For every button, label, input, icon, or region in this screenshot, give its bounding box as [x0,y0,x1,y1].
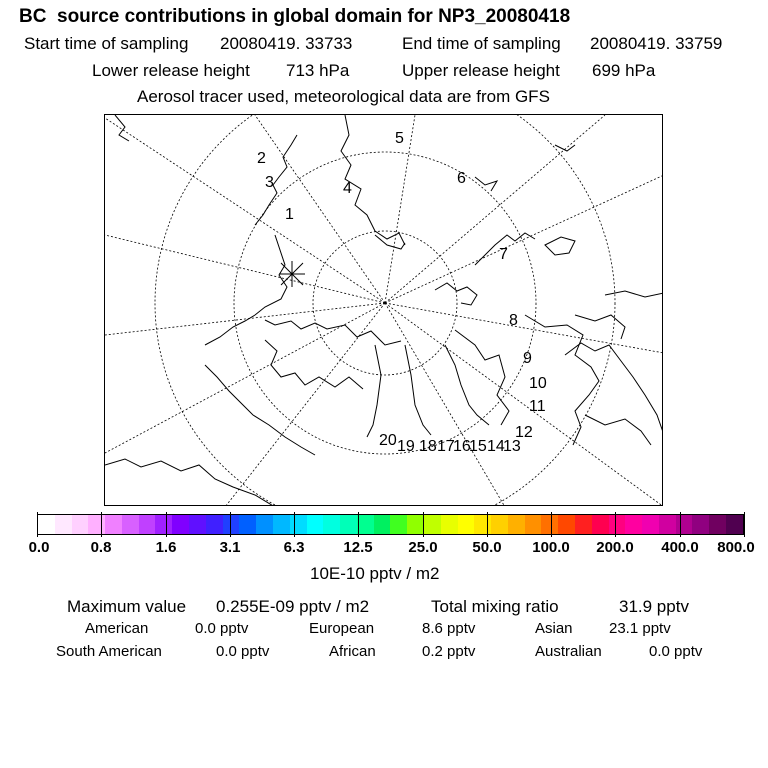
colorbar-tick-label: 12.5 [343,539,373,556]
region-label-9: 9 [523,350,532,367]
colorbar-cell [474,515,491,534]
colorbar-cell [172,515,189,534]
colorbar-tick-label: 50.0 [472,539,502,556]
max-value: 0.255E-09 pptv / m2 [216,597,370,616]
colorbar-tick-label: 6.3 [283,539,305,556]
region-label-19: 19 [397,438,415,455]
african-label: African [329,643,376,660]
colorbar-cell [239,515,256,534]
european-label: European [309,620,375,637]
region-label-11: 11 [529,398,546,415]
colorbar-cell [692,515,709,534]
region-label-1: 1 [285,206,294,223]
colorbar-tick-label: 200.0 [596,539,634,556]
australian-label: Australian [535,643,602,660]
south-american-label: South American [56,643,162,660]
total-mixing-value: 31.9 pptv [619,597,689,616]
colorbar-cell [491,515,508,534]
colorbar-tick [423,512,424,537]
region-label-12: 12 [515,424,533,441]
region-label-7: 7 [499,246,508,263]
colorbar-tick [744,512,745,537]
region-label-14: 14 [487,438,505,455]
colorbar-cell [290,515,307,534]
south-american-value: 0.0 pptv [216,643,270,660]
colorbar-tick [358,512,359,537]
colorbar-cell [340,515,357,534]
plot-title: BC source contributions in global domain for NP3_20080418 [19,6,571,27]
total-mixing-label: Total mixing ratio [431,597,559,616]
colorbar-tick-label: 0.8 [90,539,112,556]
colorbar-cell [390,515,407,534]
colorbar-cell [642,515,659,534]
colorbar-cell [407,515,424,534]
start-time-label: Start time of sampling [24,34,189,53]
colorbar-tick [551,512,552,537]
data-source-note: Aerosol tracer used, meteorological data are from GFS [137,87,550,106]
colorbar-tick [166,512,167,537]
region-label-20: 20 [379,432,397,449]
colorbar-cell [323,515,340,534]
max-value-label: Maximum value [67,597,187,616]
colorbar-cell [206,515,223,534]
colorbar-cell [609,515,626,534]
african-value: 0.2 pptv [422,643,476,660]
upper-release-value: 699 hPa [592,61,656,80]
american-value: 0.0 pptv [195,620,249,637]
colorbar-tick [615,512,616,537]
region-label-5: 5 [395,130,404,147]
start-time-value: 20080419. 33733 [220,34,353,53]
colorbar-cell [374,515,391,534]
colorbar-tick-label: 3.1 [219,539,241,556]
colorbar [37,514,744,535]
region-label-15: 15 [469,438,487,455]
colorbar-cell [592,515,609,534]
colorbar-tick-label: 25.0 [408,539,438,556]
polar-map [104,114,663,506]
colorbar-cell [508,515,525,534]
colorbar-cell [541,515,558,534]
colorbar-cell [676,515,693,534]
region-label-17: 17 [437,438,455,455]
colorbar-tick [101,512,102,537]
colorbar-cell [525,515,542,534]
colorbar-tick-label: 1.6 [155,539,177,556]
colorbar-cell [307,515,324,534]
colorbar-tick-label: 800.0 [717,539,755,556]
european-value: 8.6 pptv [422,620,476,637]
colorbar-tick-label: 0.0 [28,539,50,556]
colorbar-cell [659,515,676,534]
region-label-13: 13 [503,438,521,455]
region-label-16: 16 [453,438,471,455]
american-label: American [85,620,149,637]
lower-release-label: Lower release height [92,61,250,80]
colorbar-cell [709,515,726,534]
asian-value: 23.1 pptv [609,620,671,637]
colorbar-cell [139,515,156,534]
upper-release-label: Upper release height [402,61,560,80]
colorbar-cell [726,515,743,534]
colorbar-cell [55,515,72,534]
colorbar-cell [424,515,441,534]
region-label-18: 18 [419,438,437,455]
region-label-6: 6 [457,170,466,187]
australian-value: 0.0 pptv [649,643,703,660]
region-label-3: 3 [265,174,274,191]
colorbar-cell [88,515,105,534]
colorbar-cell [458,515,475,534]
end-time-label: End time of sampling [402,34,561,53]
lower-release-value: 713 hPa [286,61,350,80]
region-label-10: 10 [529,375,547,392]
colorbar-cell [441,515,458,534]
colorbar-tick-label: 100.0 [532,539,570,556]
colorbar-cell [72,515,89,534]
end-time-value: 20080419. 33759 [590,34,723,53]
colorbar-cell [273,515,290,534]
colorbar-cell [558,515,575,534]
map-svg [105,115,663,506]
colorbar-tick [294,512,295,537]
colorbar-tick [680,512,681,537]
colorbar-units: 10E-10 pptv / m2 [310,564,440,583]
colorbar-cell [105,515,122,534]
colorbar-cell [256,515,273,534]
colorbar-cell [189,515,206,534]
region-labels [257,130,547,455]
colorbar-cell [357,515,374,534]
colorbar-cell [625,515,642,534]
star-marker-icon [279,261,305,287]
colorbar-cell [122,515,139,534]
region-label-8: 8 [509,312,518,329]
colorbar-tick-label: 400.0 [661,539,699,556]
colorbar-tick [230,512,231,537]
colorbar-cell [575,515,592,534]
colorbar-tick [487,512,488,537]
region-label-2: 2 [257,150,266,167]
region-label-4: 4 [343,180,352,197]
colorbar-cell [38,515,55,534]
colorbar-cell [155,515,172,534]
asian-label: Asian [535,620,573,637]
colorbar-tick [37,512,38,537]
